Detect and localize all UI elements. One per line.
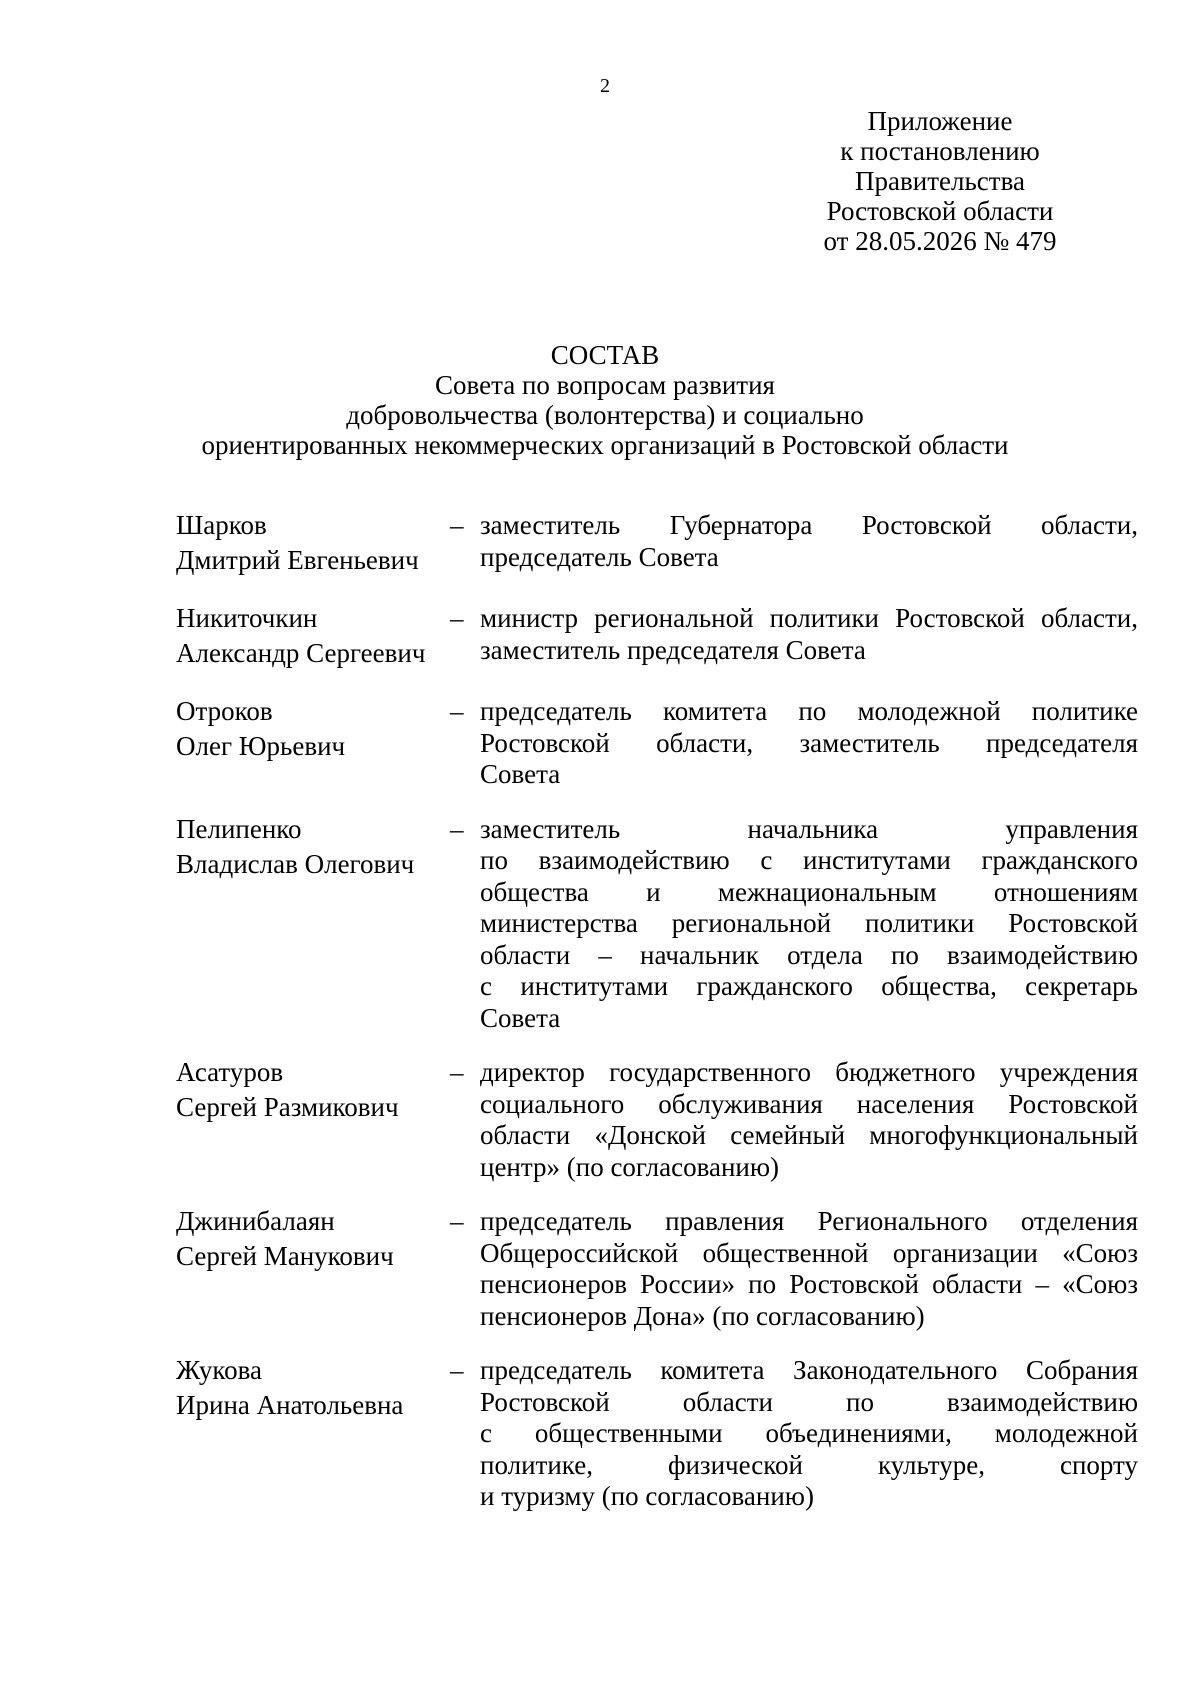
member-position-line: области – начальник отдела по взаимодействию (480, 939, 1138, 970)
member-surname: Пелипенко (176, 813, 302, 844)
member-position-line: председатель правления Регионального отделения (480, 1206, 1138, 1236)
member-position-line: по взаимодействию с институтами гражданского (480, 845, 1138, 875)
member-position (480, 510, 1138, 573)
member-position-line: заместитель председателя Совета (480, 634, 866, 665)
member-entry (176, 1057, 1138, 1183)
member-name (176, 1057, 450, 1127)
member-given-names: Владислав Олегович (176, 848, 415, 879)
title-line: Совета по вопросам развития (435, 370, 775, 400)
appendix-line: от 28.05.2026 № 479 (823, 226, 1057, 256)
member-name (176, 814, 450, 884)
appendix-line: Правительства (855, 166, 1025, 196)
member-given-names: Ирина Анатольевна (176, 1390, 404, 1420)
member-dash: – (450, 696, 464, 726)
member-name (176, 603, 450, 673)
member-position-line: председатель Совета (480, 541, 719, 572)
member-position (480, 696, 1138, 791)
member-position-line: Совета (480, 759, 561, 789)
member-position-line: центр» (по согласованию) (480, 1151, 780, 1182)
member-position (480, 1057, 1138, 1183)
member-given-names: Александр Сергеевич (176, 638, 426, 668)
member-position-line: Ростовской области, заместитель председателя (480, 727, 1138, 758)
member-position-line: общества и межнациональным отношениям (480, 876, 1138, 907)
member-entry (176, 1355, 1138, 1513)
member-entry (176, 814, 1138, 1035)
member-dash: – (450, 1206, 464, 1236)
members-list (176, 510, 1138, 1513)
member-position-line: Совета (480, 1002, 561, 1033)
appendix-line: Приложение (867, 106, 1013, 136)
member-position-line: директор государственного бюджетного учреждения (480, 1057, 1138, 1087)
member-position-line: области «Донской семейный многофункциональный (480, 1120, 1138, 1150)
member-position-line: министерства региональной политики Ростовской (480, 908, 1138, 938)
page-number: 2 (600, 75, 610, 97)
member-position-line: и туризму (по согласованию) (480, 1481, 814, 1511)
appendix-line: к постановлению (840, 136, 1040, 166)
member-position-line: с общественными объединениями, молодежной (480, 1418, 1138, 1448)
member-position-line: социального обслуживания населения Ростовской (480, 1088, 1138, 1119)
member-position (480, 814, 1138, 1035)
member-entry (176, 510, 1138, 580)
document-title (100, 340, 1110, 460)
title-heading: СОСТАВ (550, 340, 660, 370)
member-name (176, 1355, 450, 1425)
member-position (480, 603, 1138, 666)
member-given-names: Сергей Манукович (176, 1241, 394, 1271)
member-dash: – (450, 510, 464, 540)
member-name (176, 696, 450, 766)
member-position-line: заместитель начальника управления (480, 813, 1138, 844)
member-position (480, 1355, 1138, 1513)
member-given-names: Дмитрий Евгеньевич (176, 545, 419, 575)
appendix-line: Ростовской области (826, 196, 1054, 226)
member-given-names: Олег Юрьевич (176, 731, 346, 761)
member-position-line: пенсионеров России» по Ростовской области – «Союз (480, 1269, 1138, 1299)
member-surname: Отроков (176, 696, 273, 726)
member-position-line: председатель комитета по молодежной политике (480, 696, 1138, 726)
member-position-line: Общероссийской общественной организации «Союз (480, 1237, 1138, 1268)
member-entry (176, 603, 1138, 673)
appendix-block (780, 106, 1100, 256)
member-position-line: Ростовской области по взаимодействию (480, 1386, 1138, 1417)
member-surname: Асатуров (176, 1057, 284, 1087)
member-name (176, 1206, 450, 1276)
member-entry (176, 696, 1138, 791)
member-given-names: Сергей Размикович (176, 1092, 399, 1122)
member-surname: Шарков (176, 510, 267, 540)
member-name (176, 510, 450, 580)
member-position-line: с институтами гражданского общества, секретарь (480, 971, 1138, 1001)
member-surname: Джинибалаян (176, 1206, 335, 1236)
member-dash: – (450, 1057, 464, 1087)
member-position-line: министр региональной политики Ростовской области, (480, 603, 1138, 633)
member-dash: – (450, 813, 464, 844)
member-dash: – (450, 1355, 464, 1385)
member-surname: Жукова (176, 1355, 262, 1385)
member-position-line: политике, физической культуре, спорту (480, 1449, 1138, 1480)
title-line: добровольчества (волонтерства) и социально (346, 400, 864, 430)
member-position-line: председатель комитета Законодательного Собрания (480, 1355, 1138, 1385)
title-line: ориентированных некоммерческих организаций в Ростовской области (201, 430, 1009, 460)
member-entry (176, 1206, 1138, 1332)
member-position-line: пенсионеров Дона» (по согласованию) (480, 1300, 925, 1331)
member-surname: Никиточкин (176, 603, 318, 633)
member-position (480, 1206, 1138, 1332)
member-dash: – (450, 603, 464, 633)
member-position-line: заместитель Губернатора Ростовской области, (480, 510, 1138, 540)
